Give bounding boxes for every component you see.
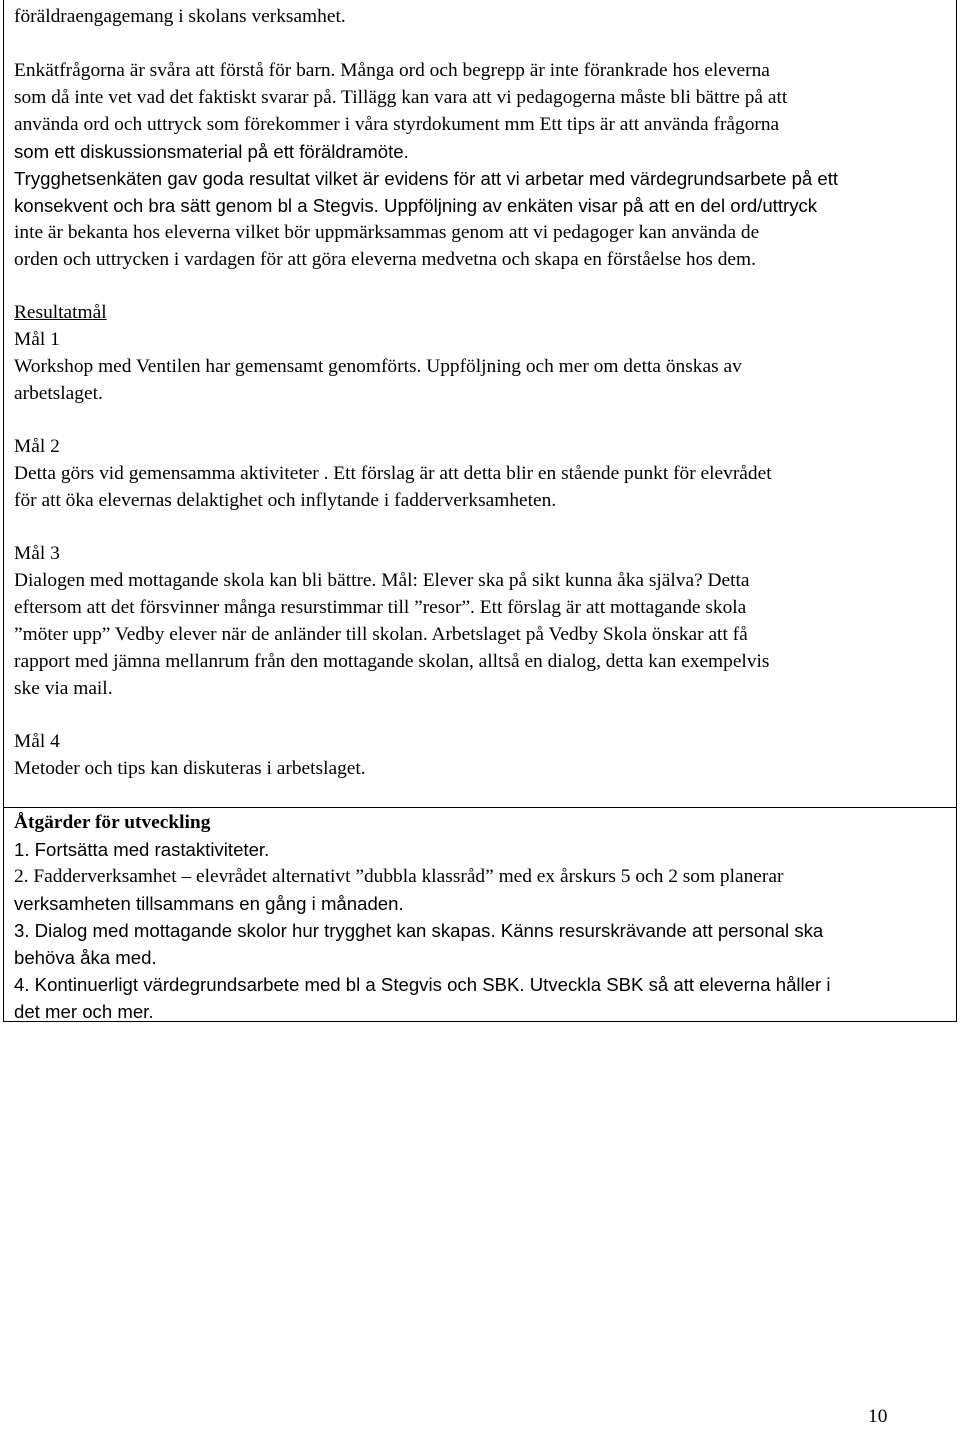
text-line: ske via mail. — [14, 678, 113, 699]
text-line: för att öka elevernas delaktighet och inflytande i fadderverksamheten. — [14, 490, 557, 511]
text-line: som då inte vet vad det faktiskt svarar på. Tillägg kan vara att vi pedagogerna måste bli bättre på att — [14, 87, 788, 108]
text-line: Dialogen med mottagande skola kan bli bättre. Mål: Elever ska på sikt kunna åka själva? Detta — [14, 570, 750, 591]
text-line: inte är bekanta hos eleverna vilket bör uppmärksammas genom att vi pedagoger kan använda de — [14, 222, 760, 243]
text-line: Metoder och tips kan diskuteras i arbetslaget. — [14, 758, 366, 779]
list-item-continuation: det mer och mer. — [14, 1001, 154, 1022]
text-line: ”möter upp” Vedby elever när de anländer till skolan. Arbetslaget på Vedby Skola önskar att få — [14, 624, 748, 645]
list-item: 4. Kontinuerligt värdegrundsarbete med bl a Stegvis och SBK. Utveckla SBK så att eleverna håller i — [14, 974, 831, 995]
list-item: 1. Fortsätta med rastaktiviteter. — [14, 839, 270, 860]
text-line: Detta görs vid gemensamma aktiviteter . Ett förslag är att detta blir en stående punkt för elevrådet — [14, 463, 772, 484]
section-box-actions — [3, 807, 957, 1022]
text-line: Trygghetsenkäten gav goda resultat vilket är evidens för att vi arbetar med värdegrundsarbete på ett — [14, 168, 839, 189]
section-heading-atgarder: Åtgärder för utveckling — [14, 812, 211, 833]
text-line: som ett diskussionsmaterial på ett föräldramöte. — [14, 141, 409, 162]
goal-heading: Mål 4 — [14, 731, 60, 752]
list-item: 2. Fadderverksamhet – elevrådet alternativt ”dubbla klassråd” med ex årskurs 5 och 2 som planerar — [14, 866, 784, 887]
page-number: 10 — [868, 1406, 888, 1427]
section-box-results — [3, 0, 957, 808]
text-line: föräldraengagemang i skolans verksamhet. — [14, 6, 346, 27]
text-line: arbetslaget. — [14, 383, 103, 404]
text-line: använda ord och uttryck som förekommer i våra styrdokument mm Ett tips är att använda frågorna — [14, 114, 780, 135]
goal-heading: Mål 1 — [14, 329, 60, 350]
text-line: rapport med jämna mellanrum från den mottagande skolan, alltså en dialog, detta kan exempelvis — [14, 651, 770, 672]
text-line: Enkätfrågorna är svåra att förstå för barn. Många ord och begrepp är inte förankrade hos eleverna — [14, 60, 770, 81]
list-item-continuation: verksamheten tillsammans en gång i månaden. — [14, 893, 404, 914]
section-heading-resultatmal: Resultatmål — [14, 302, 107, 323]
text-line: eftersom att det försvinner många resurstimmar till ”resor”. Ett förslag är att mottagande skola — [14, 597, 747, 618]
text-line: Workshop med Ventilen har gemensamt genomförts. Uppföljning och mer om detta önskas av — [14, 356, 742, 377]
list-item-continuation: behöva åka med. — [14, 947, 157, 968]
goal-heading: Mål 3 — [14, 543, 60, 564]
text-line: konsekvent och bra sätt genom bl a Stegvis. Uppföljning av enkäten visar på att en del ord/uttryck — [14, 195, 818, 216]
goal-heading: Mål 2 — [14, 436, 60, 457]
list-item: 3. Dialog med mottagande skolor hur trygghet kan skapas. Känns resurskrävande att personal ska — [14, 920, 824, 941]
text-line: orden och uttrycken i vardagen för att göra eleverna medvetna och skapa en förståelse hos dem. — [14, 249, 756, 270]
